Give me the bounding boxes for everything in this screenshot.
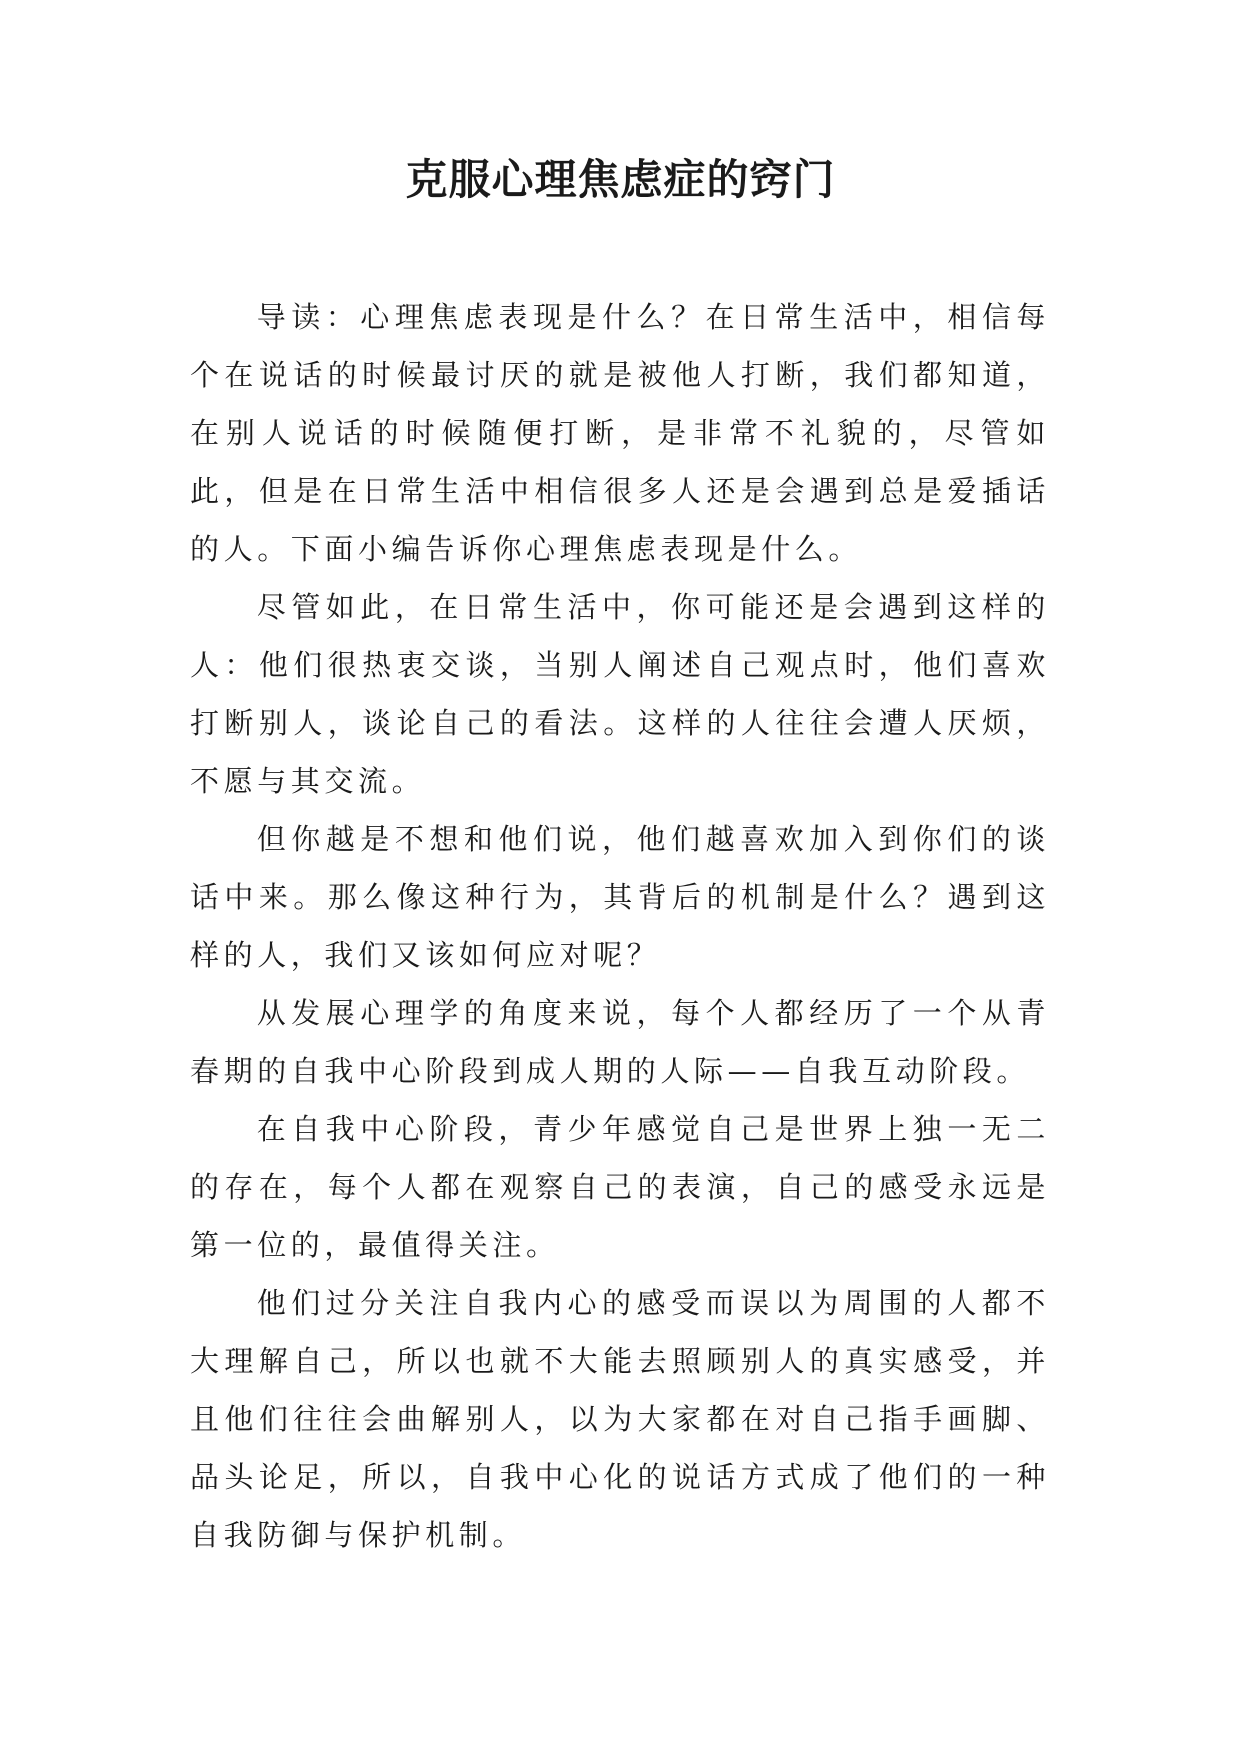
paragraph: 尽管如此，在日常生活中，你可能还是会遇到这样的人：他们很热衷交谈，当别人阐述自己观点时，他们喜欢打断别人，谈论自己的看法。这样的人往往会遭人厌烦，不愿与其交流。 bbox=[190, 590, 1050, 798]
paragraph: 但你越是不想和他们说，他们越喜欢加入到你们的谈话中来。那么像这种行为，其背后的机制是什么？遇到这样的人，我们又该如何应对呢？ bbox=[190, 822, 1050, 972]
paragraph: 在自我中心阶段，青少年感觉自己是世界上独一无二的存在，每个人都在观察自己的表演，自己的感受永远是第一位的，最值得关注。 bbox=[190, 1112, 1050, 1262]
paragraph: 从发展心理学的角度来说，每个人都经历了一个从青春期的自我中心阶段到成人期的人际——自我互动阶段。 bbox=[190, 996, 1050, 1088]
paragraph-intro: 导读：心理焦虑表现是什么？在日常生活中，相信每个在说话的时候最讨厌的就是被他人打断，我们都知道，在别人说话的时候随便打断，是非常不礼貌的，尽管如此，但是在日常生活中相信很多人还是会遇到总是爱插话的人。下面小编告诉你心理焦虑表现是什么。 bbox=[190, 300, 1050, 566]
paragraph: 他们过分关注自我内心的感受而误以为周围的人都不大理解自己，所以也就不大能去照顾别人的真实感受，并且他们往往会曲解别人，以为大家都在对自己指手画脚、品头论足，所以，自我中心化的说话方式成了他们的一种自我防御与保护机制。 bbox=[190, 1286, 1050, 1552]
document-body bbox=[190, 288, 1050, 1564]
document-title: 克服心理焦虑症的窍门 bbox=[405, 155, 836, 204]
